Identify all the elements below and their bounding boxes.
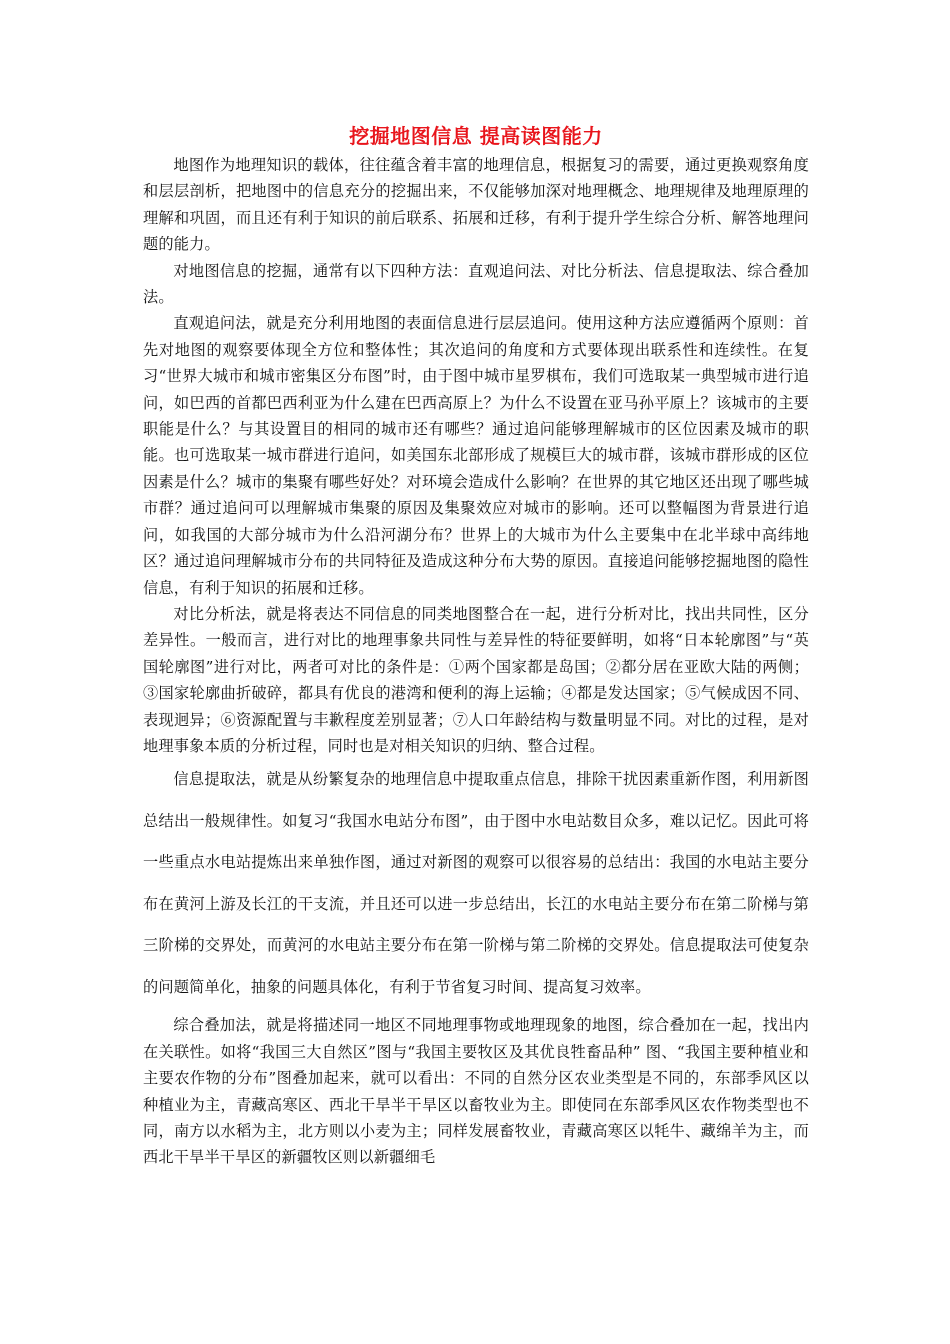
document-title: 挖掘地图信息 提高读图能力 <box>349 124 603 148</box>
paragraph-comprehensive-overlay: 综合叠加法，就是将描述同一地区不同地理事物或地理现象的地图，综合叠加在一起，找出内在关联性。如将“我国三大自然区”图与“我国主要牧区及其优良牲畜品种” 图、“我国主要种植业和主要农作物的分布”图叠加起来，就可以看出：不同的自然分区农业类型是不同的，东部季风区以种植业为主，青藏高寒区、西北干旱半干旱区以畜牧业为主。即使同在东部季风区农作物类型也不同，南方以水稻为主，北方则以小麦为主；同样发展畜牧业，青藏高寒区以牦牛、藏绵羊为主，而西北干旱半干旱区的新疆牧区则以新疆细毛 <box>143 1016 809 1167</box>
paragraph-intro: 地图作为地理知识的载体，往往蕴含着丰富的地理信息，根据复习的需要，通过更换观察角度和层层剖析，把地图中的信息充分的挖掘出来，不仅能够加深对地理概念、地理规律及地理原理的理解和巩固，而且还有利于知识的前后联系、拓展和迁移，有利于提升学生综合分析、解答地理问题的能力。 <box>143 156 809 254</box>
paragraph-information-extraction: 信息提取法，就是从纷繁复杂的地理信息中提取重点信息，排除干扰因素重新作图，利用新图总结出一般规律性。如复习“我国水电站分布图”，由于图中水电站数目众多，难以记忆。因此可将一些重点水电站提炼出来单独作图，通过对新图的观察可以很容易的总结出：我国的水电站主要分布在黄河上游及长江的干支流，并且还可以进一步总结出，长江的水电站主要分布在第二阶梯与第三阶梯的交界处，而黄河的水电站主要分布在第一阶梯与第二阶梯的交界处。信息提取法可使复杂的问题简单化，抽象的问题具体化，有利于节省复习时间、提高复习效率。 <box>143 770 809 996</box>
document-page <box>143 122 809 1171</box>
paragraph-methods-overview: 对地图信息的挖掘，通常有以下四种方法：直观追问法、对比分析法、信息提取法、综合叠加法。 <box>143 261 809 307</box>
paragraph-comparative-analysis: 对比分析法，就是将表达不同信息的同类地图整合在一起，进行分析对比，找出共同性，区分差异性。一般而言，进行对比的地理事象共同性与差异性的特征要鲜明，如将“日本轮廓图”与“英国轮廓图”进行对比，两者可对比的条件是：①两个国家都是岛国；②都分居在亚欧大陆的两侧；③国家轮廓曲折破碎，都具有优良的港湾和便利的海上运输；④都是发达国家；⑤气候成因不同、表现迥异；⑥资源配置与丰歉程度差别显著；⑦人口年龄结构与数量明显不同。对比的过程，是对地理事象本质的分析过程，同时也是对相关知识的归纳、整合过程。 <box>143 604 809 755</box>
paragraph-direct-questioning: 直观追问法，就是充分利用地图的表面信息进行层层追问。使用这种方法应遵循两个原则：首先对地图的观察要体现全方位和整体性；其次追问的角度和方式要体现出联系性和连续性。在复习“世界大城市和城市密集区分布图”时，由于图中城市星罗棋布，我们可选取某一典型城市进行追问，如巴西的首都巴西利亚为什么建在巴西高原上？为什么不设置在亚马孙平原上？该城市的主要职能是什么？与其设置目的相同的城市还有哪些？通过追问能够理解城市的区位因素及城市的职能。也可选取某一城市群进行追问，如美国东北部形成了规模巨大的城市群，该城市群形成的区位因素是什么？城市的集聚有哪些好处？对环境会造成什么影响？在世界的其它地区还出现了哪些城市群？通过追问可以理解城市集聚的原因及集聚效应对城市的影响。还可以整幅图为背景进行追问，如我国的大部分城市为什么沿河湖分布？世界上的大城市为什么主要集中在北半球中高纬地区？通过追问理解城市分布的共同特征及造成这种分布大势的原因。直接追问能够挖掘地图的隐性信息，有利于知识的拓展和迁移。 <box>143 314 809 597</box>
